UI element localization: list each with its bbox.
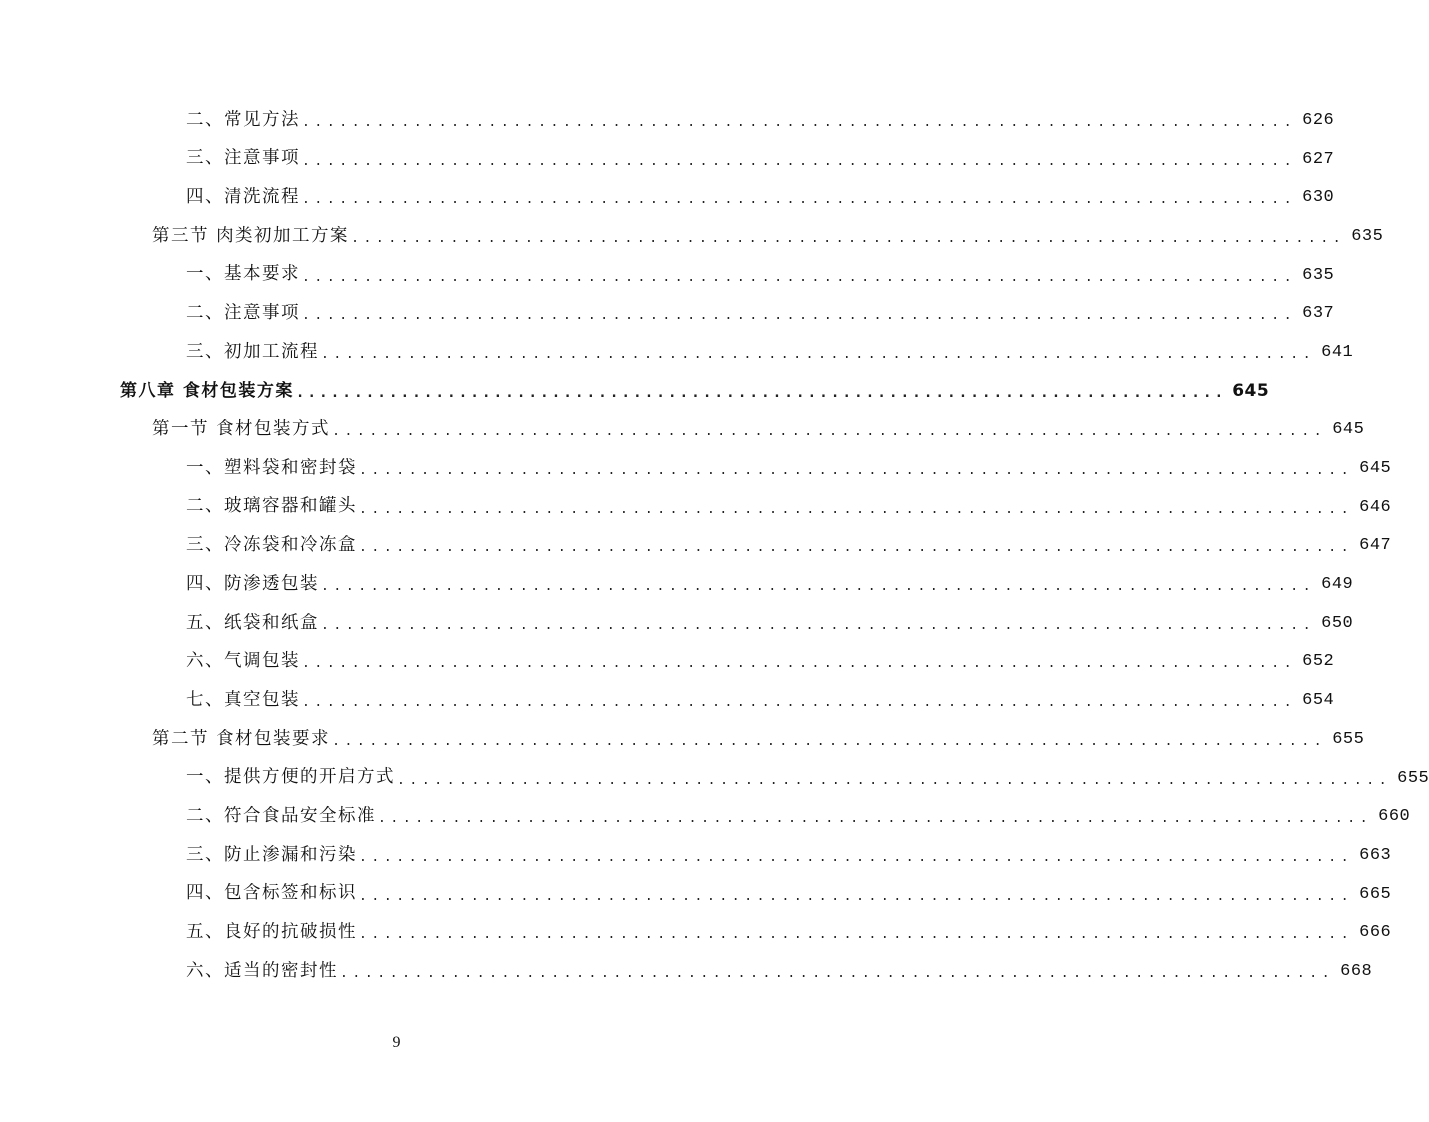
- toc-entry-title: 六、适当的密封性: [186, 960, 338, 981]
- toc-dot-leader: ................................................................................: [302, 656, 1297, 672]
- toc-entry-title: 五、纸袋和纸盒: [186, 612, 319, 633]
- toc-entry-page: 655: [1332, 729, 1365, 749]
- toc-dot-leader: ................................................................................: [302, 153, 1297, 169]
- toc-section-entry[interactable]: [0, 217, 1384, 256]
- toc-entry-page: 665: [1359, 884, 1392, 904]
- toc-entry-title: 一、提供方便的开启方式: [186, 767, 395, 788]
- toc-entry[interactable]: [0, 178, 1335, 217]
- toc-entry-page: 635: [1351, 226, 1384, 246]
- toc-entry-title: 四、清洗流程: [186, 186, 300, 207]
- toc-dot-leader: ................................................................................: [302, 269, 1297, 285]
- toc-entry[interactable]: [0, 527, 1392, 566]
- toc-entry-page: 655: [1397, 768, 1429, 788]
- toc-entry-title: 二、注意事项: [186, 303, 300, 324]
- toc-entry-page: 646: [1359, 497, 1392, 517]
- toc-entry[interactable]: [0, 952, 1373, 991]
- toc-dot-leader: ................................................................................: [302, 192, 1297, 208]
- toc-entry[interactable]: [0, 294, 1335, 333]
- toc-entry-title: 七、真空包装: [186, 689, 300, 710]
- toc-entry-title: 三、注意事项: [186, 148, 300, 169]
- toc-entry[interactable]: [0, 256, 1335, 295]
- toc-entry[interactable]: [0, 449, 1392, 488]
- toc-entry-title: 三、初加工流程: [186, 341, 319, 362]
- toc-entry[interactable]: [0, 101, 1335, 140]
- toc-entry-page: 647: [1359, 536, 1392, 556]
- toc-entry[interactable]: [0, 140, 1335, 179]
- toc-entry-page: 630: [1302, 188, 1335, 208]
- toc-entry-page: 627: [1302, 149, 1335, 169]
- toc-entry-page: 650: [1321, 613, 1354, 633]
- toc-entry-page: 663: [1359, 845, 1392, 865]
- toc-entry-title: 二、符合食品安全标准: [186, 805, 376, 826]
- toc-dot-leader: ................................................................................: [359, 849, 1354, 865]
- toc-entry-title: 第八章 食材包装方案: [120, 380, 294, 401]
- toc-entry-page: 660: [1378, 807, 1411, 827]
- toc-entry[interactable]: [0, 681, 1335, 720]
- toc-entry[interactable]: [0, 913, 1392, 952]
- toc-entry-page: 645: [1332, 420, 1365, 440]
- toc-section-entry[interactable]: [0, 411, 1365, 450]
- toc-dot-leader: ................................................................................: [321, 617, 1316, 633]
- toc-chapter-entry[interactable]: [0, 372, 1270, 411]
- toc-entry[interactable]: [0, 565, 1354, 604]
- toc-entry-page: 666: [1359, 923, 1392, 943]
- toc-dot-leader: ................................................................................: [332, 733, 1327, 749]
- toc-dot-leader: ................................................................................: [378, 811, 1373, 827]
- toc-dot-leader: ................................................................................: [359, 540, 1354, 556]
- toc-dot-leader: ................................................................................: [302, 695, 1297, 711]
- toc-entry[interactable]: [0, 759, 1429, 798]
- toc-entry[interactable]: [0, 643, 1335, 682]
- toc-dot-leader: ................................................................................: [359, 463, 1354, 479]
- page-number: 9: [392, 1034, 401, 1051]
- toc-dot-leader: ................................................................................: [359, 927, 1354, 943]
- toc-dot-leader: ................................................................................: [351, 230, 1346, 246]
- toc-entry-title: 四、包含标签和标识: [186, 883, 357, 904]
- toc-entry-page: 668: [1340, 961, 1373, 981]
- toc-entry-title: 二、玻璃容器和罐头: [186, 496, 357, 517]
- toc-entry-title: 第一节 食材包装方式: [152, 419, 331, 440]
- toc-entry-title: 六、气调包装: [186, 651, 300, 672]
- toc-entry-page: 637: [1302, 304, 1335, 324]
- toc-entry-title: 五、良好的抗破损性: [186, 922, 357, 943]
- toc-entry-page: 649: [1321, 575, 1354, 595]
- toc-entry[interactable]: [0, 836, 1392, 875]
- toc-entry-title: 第二节 食材包装要求: [152, 728, 331, 749]
- toc-section-entry[interactable]: [0, 720, 1365, 759]
- toc-dot-leader: ................................................................................: [302, 114, 1297, 130]
- toc-entry[interactable]: [0, 604, 1354, 643]
- table-of-contents: [0, 101, 1429, 991]
- toc-dot-leader: ................................................................................: [295, 385, 1227, 402]
- toc-dot-leader: ................................................................................: [321, 346, 1316, 362]
- toc-dot-leader: ................................................................................: [302, 308, 1297, 324]
- toc-entry-title: 四、防渗透包装: [186, 573, 319, 594]
- toc-dot-leader: ................................................................................: [359, 888, 1354, 904]
- toc-dot-leader: ................................................................................: [397, 772, 1392, 788]
- toc-dot-leader: ................................................................................: [321, 579, 1316, 595]
- toc-entry-page: 654: [1302, 691, 1335, 711]
- toc-entry[interactable]: [0, 488, 1392, 527]
- toc-entry-page: 645: [1232, 380, 1270, 401]
- toc-entry-title: 一、基本要求: [186, 264, 300, 285]
- toc-entry[interactable]: [0, 333, 1354, 372]
- toc-entry-title: 三、冷冻袋和冷冻盒: [186, 535, 357, 556]
- toc-entry-page: 626: [1302, 110, 1335, 130]
- toc-entry-title: 第三节 肉类初加工方案: [152, 225, 350, 246]
- toc-dot-leader: ................................................................................: [359, 501, 1354, 517]
- toc-entry-title: 一、塑料袋和密封袋: [186, 457, 357, 478]
- toc-entry-page: 645: [1359, 459, 1392, 479]
- toc-entry-page: 652: [1302, 652, 1335, 672]
- toc-dot-leader: ................................................................................: [332, 424, 1327, 440]
- toc-entry-title: 二、常见方法: [186, 109, 300, 130]
- toc-entry[interactable]: [0, 875, 1392, 914]
- toc-entry[interactable]: [0, 797, 1411, 836]
- toc-entry-title: 三、防止渗漏和污染: [186, 844, 357, 865]
- toc-entry-page: 635: [1302, 265, 1335, 285]
- toc-entry-page: 641: [1321, 342, 1354, 362]
- toc-dot-leader: ................................................................................: [340, 965, 1335, 981]
